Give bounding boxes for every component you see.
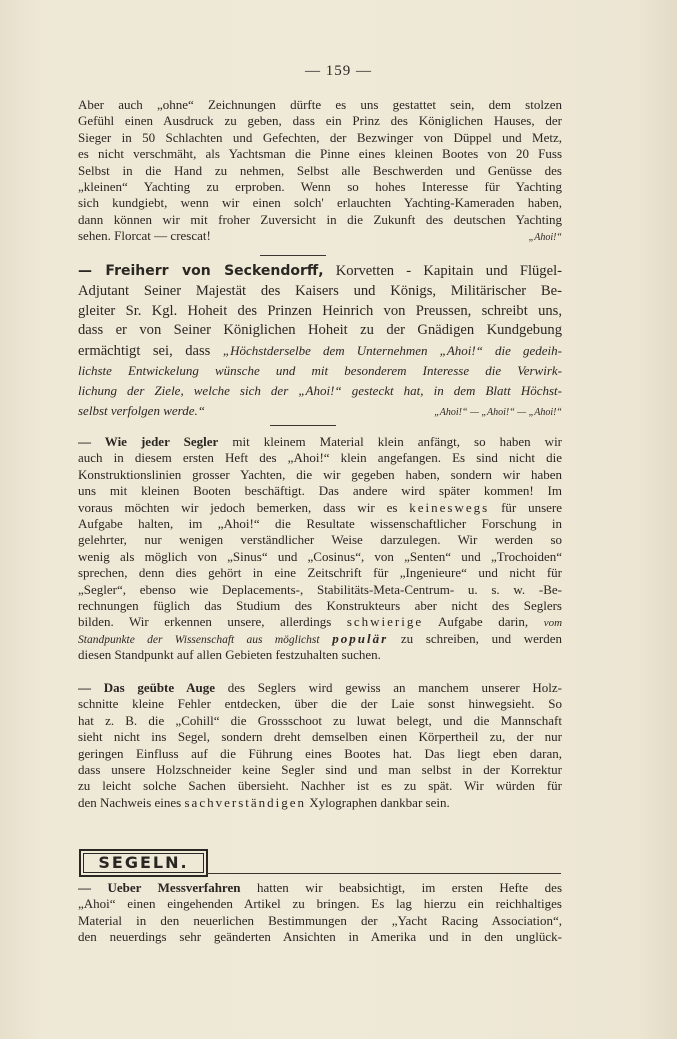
text-line: lichste Entwickelung wünsche und mit besonderem Interesse die Verwirk- xyxy=(78,362,562,378)
text-line: rechnungen füglich das Studium des Konstrukteurs aber nicht des Seglers xyxy=(78,597,562,613)
section-heading-segeln: SEGELN. xyxy=(79,849,208,877)
text-line: hat z. B. die „Cohill“ die Grossschoot zu luwat belegt, und die Mannschaft xyxy=(78,712,562,728)
text-line: gelehrter, nur wenigen verständlicher Weise darzulegen. Wir werden so xyxy=(78,532,562,548)
text-line xyxy=(78,631,562,647)
text-line: diesen Standpunkt auf allen Gebieten festzuhalten suchen. xyxy=(78,647,381,663)
spaced-emphasis: keineswegs xyxy=(409,499,490,515)
text-line: den neuerdings sehr geänderten Ansichten in Amerika und in den unglück- xyxy=(78,929,562,945)
text-line: uns mit kleinen Booten beschäftigt. Das andere wird später kommen! Im xyxy=(78,483,562,499)
text-line: schnitte kleine Fehler entdecken, über die der Laie sonst hinwegsieht. So xyxy=(78,696,562,712)
text-fragment: des Seglers wird gewiss an manchem unserer Holz- xyxy=(227,680,562,695)
paragraph-messverfahren xyxy=(78,880,562,946)
text-line xyxy=(78,500,562,516)
text-line: Material in den neuerlichen Bestimmungen der „Yacht Racing Association“, xyxy=(78,912,562,928)
text-line xyxy=(78,680,562,696)
text-fragment: Xylographen dankbar sein. xyxy=(309,794,450,810)
text-line xyxy=(78,880,562,896)
text-line: sich kundgiebt, wenn wir einen solch' erlauchten Yachting-Kameraden haben, xyxy=(78,195,562,211)
text-line xyxy=(78,434,562,450)
text-line: dann können wir mit froher Zuversicht in die Zukunft des deutschen Yachting xyxy=(78,211,562,227)
text-fragment: hatten wir beabsichtigt, im ersten Hefte des xyxy=(256,880,562,895)
signature-ahoi: „Ahoi!“ xyxy=(528,232,562,244)
text-line: dass er von Seiner Königlichen Hoheit zu der Gnädigen Kundgebung xyxy=(78,322,562,339)
text-line: Konstruktionslinien grosser Yachten, die wir gegeben haben, sondern wir haben xyxy=(78,466,562,482)
italic-fragment: vom xyxy=(543,617,562,630)
section-heading-rule xyxy=(206,873,561,874)
text-line: es nicht verschmäht, als Yachtsman die Pinne eines kleinen Bootes von 20 Fuss xyxy=(78,146,562,162)
text-line: zu leicht solche Sachen übersieht. Nachher ist es zu spät. Wir würden für xyxy=(78,778,562,794)
quote-italic: „Höchstderselbe dem Unternehmen „Ahoi!“ die gedeih- xyxy=(222,343,562,359)
italic-fragment: Standpunkte der Wissenschaft aus möglichst xyxy=(78,633,320,646)
text-fragment: für unsere xyxy=(501,499,562,515)
text-line: Gefühl einen Ausdruck zu geben, dass ein Prinz des Königlichen Hauses, der xyxy=(78,113,562,129)
spaced-emphasis: sachverständigen xyxy=(184,794,307,810)
text-line: Aber auch „ohne“ Zeichnungen dürfte es uns gestattet sein, dem stolzen xyxy=(78,97,562,112)
paragraph-geuebte-auge xyxy=(78,680,562,811)
text-fragment: Aufgabe darin, xyxy=(437,614,529,630)
paragraph-prince-yachting xyxy=(78,97,562,245)
signature-ahoi-triple: „Ahoi!“ — „Ahoi!“ — „Ahoi!“ xyxy=(434,406,562,418)
text-line: wenig als möglich von „Sinus“ und „Cosinus“, von „Senten“ und „Trochoiden“ xyxy=(78,548,562,564)
text-fragment: voraus möchten wir jedoch bemerken, dass wir es xyxy=(78,499,398,515)
populaer-emphasis: populär xyxy=(332,630,389,646)
text-line: Selbst in die Hand zu nehmen, Selbst alle Beschwerden und Genüsse des xyxy=(78,162,562,178)
lead-geuebte-auge: — Das geübte Auge xyxy=(78,680,216,695)
paragraph-seckendorff xyxy=(78,262,562,420)
spaced-emphasis: schwierige xyxy=(346,614,424,630)
paragraph-wie-jeder-segler xyxy=(78,434,562,663)
text-line: Aufgabe halten, im „Ahoi!“ die Resultate wissenschaftlicher Forschung in xyxy=(78,515,562,531)
text-fragment: mit kleinem Material klein anfängt, so haben wir xyxy=(232,434,562,449)
text-line: lichung der Ziele, welche sich der „Ahoi!“ gesteckt hat, in dem Blatt Höchst- xyxy=(78,382,562,398)
name-seckendorff: — Freiherr von Seckendorff, xyxy=(78,263,324,279)
text-line: „Ahoi“ einen eingehenden Artikel zu bringen. Es lag hierzu ein reichhaltiges xyxy=(78,896,562,912)
text-line xyxy=(78,341,562,361)
text-line xyxy=(78,228,562,244)
section-divider xyxy=(270,425,336,426)
text-line xyxy=(78,262,562,282)
text-fragment: sehen. Florcat — crescat! xyxy=(78,228,211,244)
text-line: „kleinen“ Yachting zu erproben. Wenn so hohes Interesse für Yachting xyxy=(78,178,562,194)
section-divider xyxy=(260,255,326,256)
text-fragment: Korvetten - Kapitain und Flügel- xyxy=(335,263,562,279)
page-number: — 159 — xyxy=(305,63,372,79)
text-line: sprechen, denn dies gehört in eine Zeitschrift für „Ingenieure“ und nicht für xyxy=(78,565,562,581)
text-line: Sieger in 50 Schlachten und Gefechten, der Bezwinger von Düppel und Metz, xyxy=(78,129,562,145)
text-fragment: zu schreiben, und werden xyxy=(400,630,562,646)
text-line: „Segler“, ebenso wie Deplacements-, Stabilitäts-Meta-Centrum- u. s. w. -Be- xyxy=(78,581,562,597)
text-line xyxy=(78,795,562,811)
text-fragment: bilden. Wir erkennen unsere, allerdings xyxy=(78,614,332,630)
quote-italic: selbst verfolgen werde.“ xyxy=(78,402,205,418)
text-line: geringen Einfluss auf die Führung eines Bootes hat. Das liegt eben daran, xyxy=(78,745,562,761)
text-fragment: den Nachweis eines xyxy=(78,794,182,810)
lead-wie-jeder-segler: — Wie jeder Segler xyxy=(78,434,219,449)
text-line: dass unsere Holzschneider keine Segler sind und man selbst in der Korrektur xyxy=(78,761,562,777)
text-line: sieht nicht ins Segel, sondern dreht demselben einen Körpertheil zu, der nur xyxy=(78,729,562,745)
text-line: gleiter Sr. Kgl. Hoheit des Prinzen Heinrich von Preussen, schreibt uns, xyxy=(78,302,562,319)
text-line xyxy=(78,401,562,421)
text-line xyxy=(78,614,562,630)
text-fragment: ermächtigt sei, dass xyxy=(78,343,211,360)
lead-messverfahren: — Ueber Messverfahren xyxy=(78,880,241,895)
text-line: Adjutant Seiner Majestät des Kaisers und Königs, Militärischer Be- xyxy=(78,282,562,299)
text-line: auch in diesem ersten Heft des „Ahoi!“ klein angefangen. Es sind nicht die xyxy=(78,450,562,466)
